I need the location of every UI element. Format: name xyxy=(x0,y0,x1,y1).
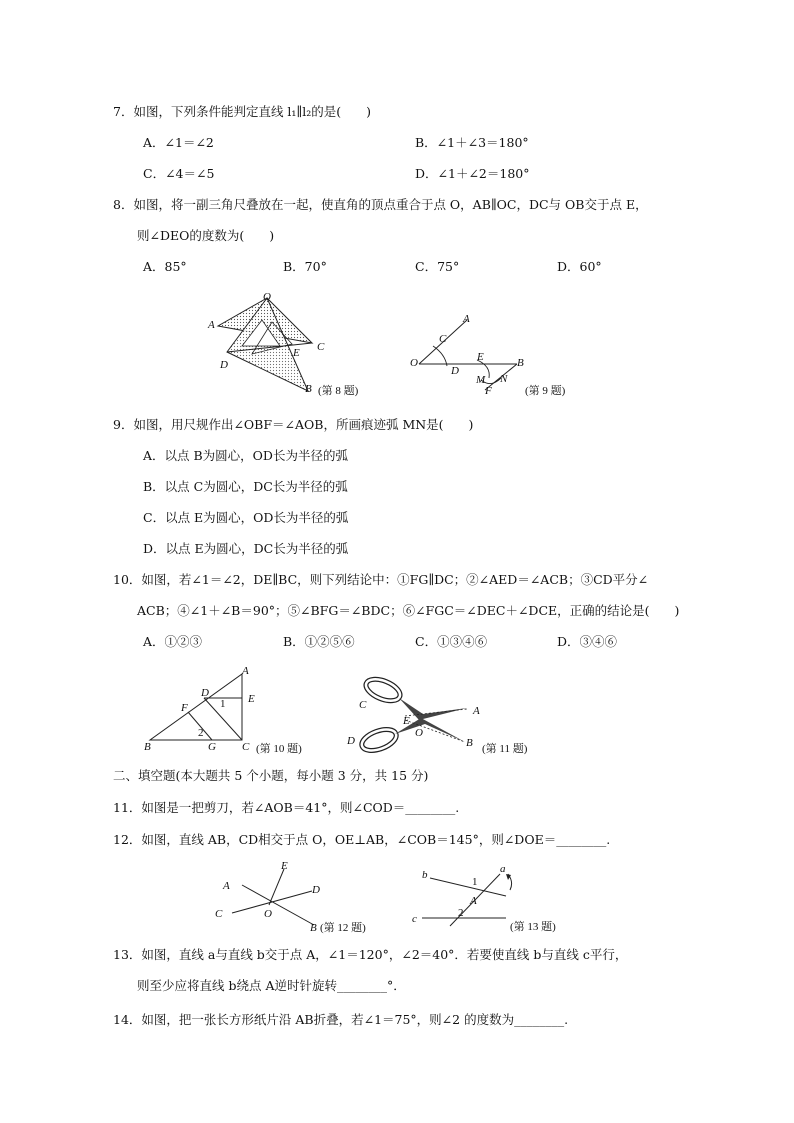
fig8-label-e: E xyxy=(293,347,300,359)
figure-12 xyxy=(210,855,400,935)
q8-option-d: D．60° xyxy=(557,259,602,274)
q9-option-b: B．以点 C为圆心，DC长为半径的弧 xyxy=(143,479,348,494)
q13-text-line1: 13．如图，直线 a与直线 b交于点 A，∠1＝120°，∠2＝40°．若要使直线 b与直线 c平行， xyxy=(113,947,628,962)
q9-option-a: A．以点 B为圆心，OD长为半径的弧 xyxy=(143,448,348,463)
fig13-caption: (第 13 题) xyxy=(510,921,556,933)
fig9-label-c: C xyxy=(439,333,447,345)
fig13-label-a-point: A xyxy=(470,895,477,907)
q8-option-a: A．85° xyxy=(143,259,187,274)
figure-10 xyxy=(138,662,338,757)
figure-11 xyxy=(345,676,555,758)
fig12-label-b: B xyxy=(310,922,317,934)
fig13-label-1: 1 xyxy=(472,876,478,888)
fig11-label-b: B xyxy=(466,737,473,749)
section2-title: 二、填空题(本大题共 5 个小题，每小题 3 分，共 15 分) xyxy=(113,768,429,783)
q7-stem: 7．如图，下列条件能判定直线 l₁∥l₂的是( ) xyxy=(113,104,371,119)
q8-option-b: B．70° xyxy=(283,259,327,274)
fig10-label-c: C xyxy=(242,741,250,753)
fig10-label-b: B xyxy=(144,741,151,753)
fig11-caption: (第 11 题) xyxy=(482,743,528,755)
q7-option-c: C．∠4＝∠5 xyxy=(143,166,215,181)
q7-option-b: B．∠1＋∠3＝180° xyxy=(415,135,529,150)
fig13-label-b: b xyxy=(422,869,428,881)
fig11-label-a: A xyxy=(473,705,480,717)
fig8-label-d: D xyxy=(220,359,228,371)
fig10-label-d: D xyxy=(201,687,209,699)
fig12-label-a: A xyxy=(223,880,230,892)
q9-stem: 9．如图，用尺规作出∠OBF＝∠AOB，所画痕迹弧 MN是( ) xyxy=(113,417,474,432)
fig11-label-o: O xyxy=(415,727,423,739)
fig12-label-c: C xyxy=(215,908,223,920)
q8-stem-line2: 则∠DEO的度数为( ) xyxy=(137,228,275,243)
fig9-label-a: A xyxy=(463,313,470,325)
q10-stem-line1: 10．如图，若∠1＝∠2，DE∥BC，则下列结论中：①FG∥DC；②∠AED＝∠ACB；③CD平分∠ xyxy=(113,572,649,587)
q12-text: 12．如图，直线 AB，CD相交于点 O，OE⊥AB，∠COB＝145°，则∠DOE＝________. xyxy=(113,832,611,847)
fig10-label-1: 1 xyxy=(220,698,226,710)
fig8-label-c: C xyxy=(317,341,325,353)
q7-option-a: A．∠1＝∠2 xyxy=(143,135,214,150)
fig12-label-d: D xyxy=(312,884,320,896)
q10-option-d: D．③④⑥ xyxy=(557,634,618,649)
fig13-label-a: a xyxy=(500,863,506,875)
q10-stem-line2: ACB；④∠1＋∠B＝90°；⑤∠BFG＝∠BDC；⑥∠FGC＝∠DEC＋∠DCE，正确的结论是( ) xyxy=(137,603,680,618)
figure-13 xyxy=(410,860,580,935)
fig9-caption: (第 9 题) xyxy=(525,385,566,397)
fig9-label-e: E xyxy=(477,351,484,363)
fig12-label-o: O xyxy=(264,908,272,920)
fig8-caption: (第 8 题) xyxy=(318,385,359,397)
fig10-label-g: G xyxy=(208,741,216,753)
q10-option-c: C．①③④⑥ xyxy=(415,634,488,649)
fig13-label-c: c xyxy=(412,913,417,925)
fig11-label-e: E xyxy=(403,715,410,727)
fig9-label-d: D xyxy=(451,365,459,377)
figure-9 xyxy=(405,308,605,403)
q8-option-c: C．75° xyxy=(415,259,460,274)
fig9-label-m: M xyxy=(476,374,486,386)
fig9-label-b: B xyxy=(517,357,524,369)
q10-option-a: A．①②③ xyxy=(143,634,203,649)
fig12-label-e: E xyxy=(281,860,288,872)
q9-option-c: C．以点 E为圆心，OD长为半径的弧 xyxy=(143,510,349,525)
figure-8 xyxy=(200,288,400,403)
fig9-label-n: N xyxy=(500,373,508,385)
fig11-label-d: D xyxy=(347,735,355,747)
q14-text: 14．如图，把一张长方形纸片沿 AB折叠，若∠1＝75°，则∠2 的度数为________. xyxy=(113,1012,569,1027)
fig12-caption: (第 12 题) xyxy=(320,922,366,934)
q13-text-line2: 则至少应将直线 b绕点 A逆时针旋转________°． xyxy=(137,978,406,993)
fig9-label-o: O xyxy=(410,357,418,369)
fig13-label-2: 2 xyxy=(458,907,464,919)
fig8-label-b: B xyxy=(305,383,312,395)
fig9-label-f: F xyxy=(485,385,492,397)
q10-option-b: B．①②⑤⑥ xyxy=(283,634,355,649)
q8-stem-line1: 8．如图，将一副三角尺叠放在一起，使直角的顶点重合于点 O，AB∥OC，DC与 OB交于点 E， xyxy=(113,197,648,212)
fig10-label-2: 2 xyxy=(198,727,204,739)
fig10-label-a: A xyxy=(242,665,249,677)
fig11-label-c: C xyxy=(359,699,367,711)
q11-text: 11．如图是一把剪刀，若∠AOB＝41°，则∠COD＝________. xyxy=(113,800,460,815)
q7-option-d: D．∠1＋∠2＝180° xyxy=(415,166,530,181)
q9-option-d: D．以点 E为圆心，DC长为半径的弧 xyxy=(143,541,349,556)
fig8-label-a: A xyxy=(208,319,215,331)
fig10-label-e: E xyxy=(248,693,255,705)
fig10-label-f: F xyxy=(181,702,188,714)
fig8-label-o: O xyxy=(263,291,271,303)
fig10-caption: (第 10 题) xyxy=(256,743,302,755)
